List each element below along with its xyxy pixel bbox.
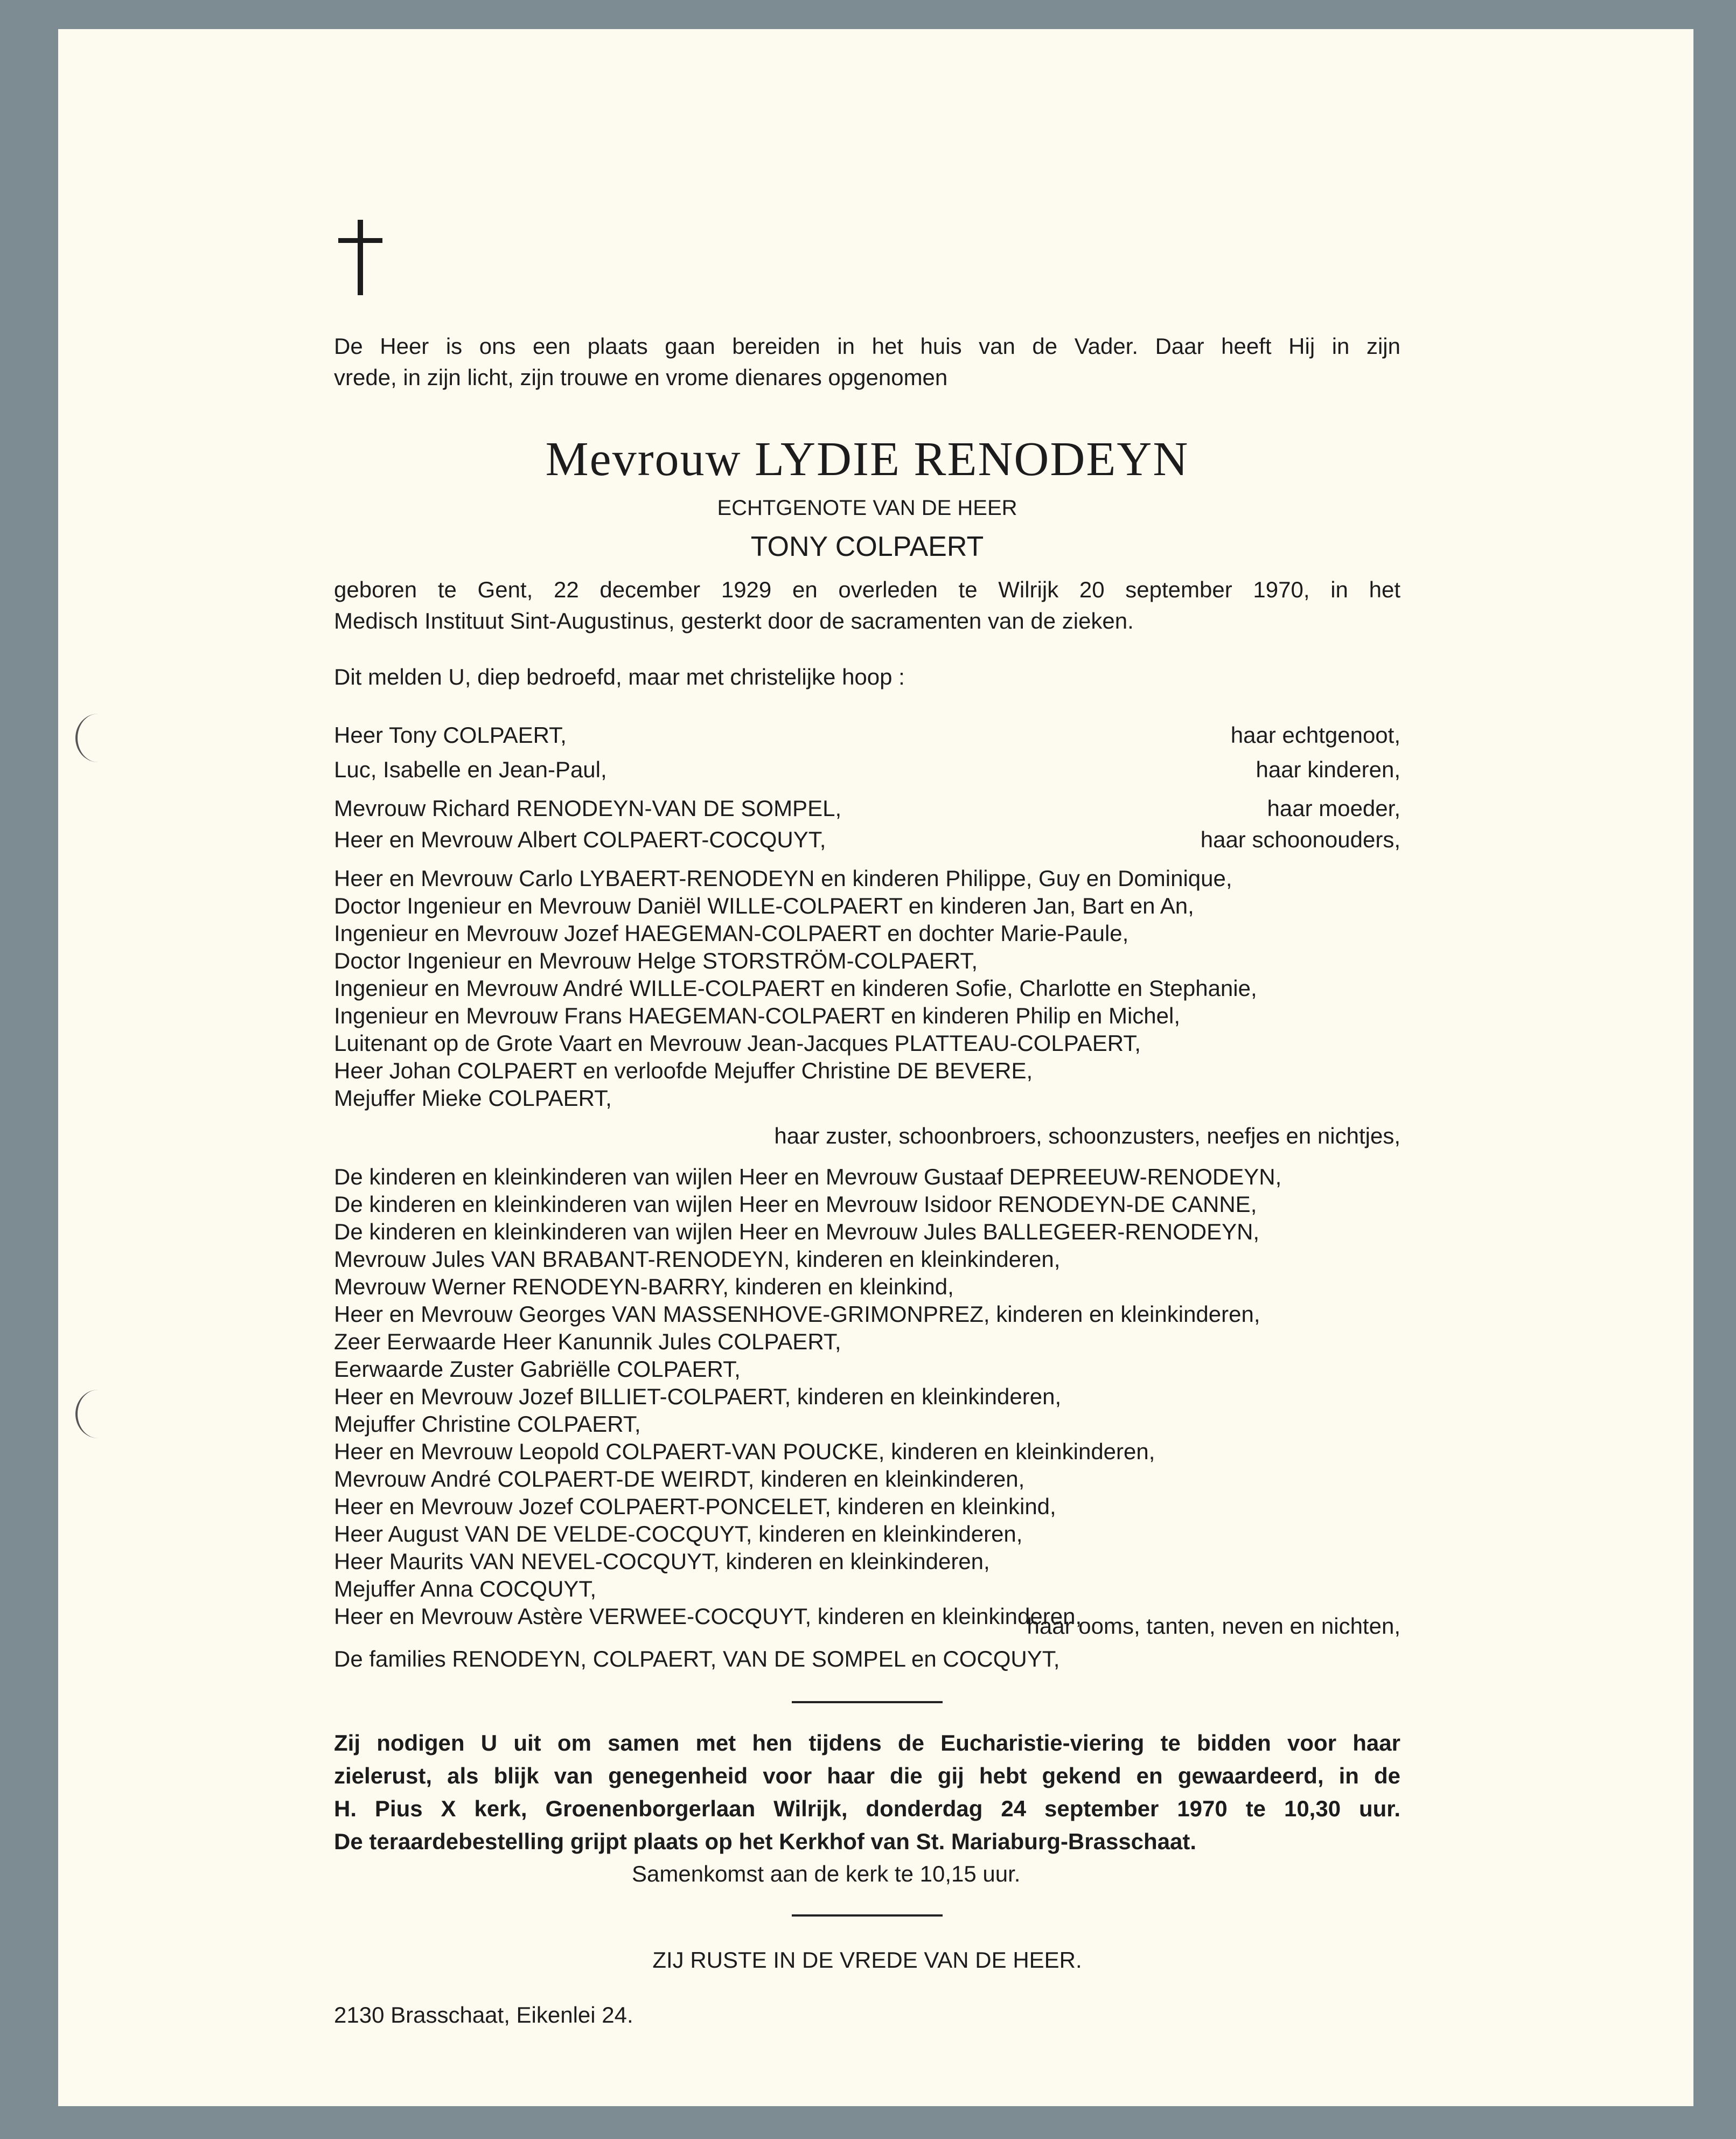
relation-row [334,754,1400,785]
relation-type: haar kinderen, [1256,757,1400,782]
list-item: Heer en Mevrouw Carlo LYBAERT-RENODEYN en kinderen Philippe, Guy en Dominique, [334,866,1232,891]
list-item: Ingenieur en Mevrouw Jozef HAEGEMAN-COLPAERT en dochter Marie-Paule, [334,921,1129,946]
relation-type: haar zuster, schoonbroers, schoonzusters, neefjes en nichtjes, [774,1123,1400,1148]
list-item: Ingenieur en Mevrouw André WILLE-COLPAERT en kinderen Sofie, Charlotte en Stephanie, [334,976,1257,1001]
relatives-list [334,1163,1400,1630]
relation-row [334,824,1400,855]
birth-line: Medisch Instituut Sint-Augustinus, gesterkt door de sacramenten van de zieken. [334,608,1134,633]
deceased-name: Mevrouw LYDIE RENODEYN [545,433,1189,486]
announcement: Dit melden U, diep bedroefd, maar met christelijke hoop : [334,664,905,689]
relation-type: haar schoonouders, [1200,827,1400,852]
list-item: Heer en Mevrouw Jozef BILLIET-COLPAERT, kinderen en kleinkinderen, [334,1384,1062,1409]
spouse-name: TONY COLPAERT [750,531,984,562]
intro-line: vrede, in zijn licht, zijn trouwe en vrome dienares opgenomen [334,365,948,390]
intro-line: De Heer is ons een plaats gaan bereiden in het huis van de Vader. Daar heeft Hij in zijn [334,333,1400,359]
divider [792,1701,943,1703]
relation-name: Mevrouw Richard RENODEYN-VAN DE SOMPEL, [334,796,842,821]
list-item: Heer en Mevrouw Astère VERWEE-COCQUYT, kinderen en kleinkinderen, [334,1604,1082,1629]
list-item: De kinderen en kleinkinderen van wijlen Heer en Mevrouw Gustaaf DEPREEUW-RENODEYN, [334,1164,1282,1189]
invitation-line: zielerust, als blijk van genegenheid voor haar die gij hebt gekend en gewaardeerd, in de [334,1763,1400,1788]
list-item: Heer en Mevrouw Jozef COLPAERT-PONCELET, kinderen en kleinkind, [334,1494,1056,1519]
list-item: Mevrouw Werner RENODEYN-BARRY, kinderen en kleinkind, [334,1274,954,1299]
punch-hole [75,1390,121,1438]
families-line: De families RENODEYN, COLPAERT, VAN DE SOMPEL en COCQUYT, [334,1646,1060,1671]
birth-line: geboren te Gent, 22 december 1929 en overleden te Wilrijk 20 september 1970, in het [334,577,1400,602]
divider [792,1914,943,1917]
relation-type: haar echtgenoot, [1230,722,1400,748]
relation-row [334,793,1400,824]
invitation-line: Zij nodigen U uit om samen met hen tijdens de Eucharistie-viering te bidden voor haar [334,1730,1400,1755]
invitation-line: De teraardebestelling grijpt plaats op het Kerkhof van St. Mariaburg-Brasschaat. [334,1829,1197,1854]
siblings-list [334,865,1400,1112]
list-item: Mejuffer Mieke COLPAERT, [334,1085,612,1111]
list-item: Luitenant op de Grote Vaart en Mevrouw Jean-Jacques PLATTEAU-COLPAERT, [334,1030,1141,1056]
relation-name: Luc, Isabelle en Jean-Paul, [334,757,607,782]
list-item: Zeer Eerwaarde Heer Kanunnik Jules COLPAERT, [334,1329,841,1354]
list-item: Heer Maurits VAN NEVEL-COCQUYT, kinderen en kleinkinderen, [334,1549,990,1574]
relation-row [334,720,1400,751]
relation-type: haar ooms, tanten, neven en nichten, [1027,1613,1400,1639]
list-item: Heer en Mevrouw Georges VAN MASSENHOVE-GRIMONPREZ, kinderen en kleinkinderen, [334,1301,1260,1327]
invitation-line: H. Pius X kerk, Groenenborgerlaan Wilrijk, donderdag 24 september 1970 te 10,30 uur. [334,1796,1400,1821]
cross-icon [334,217,388,297]
list-item: Mejuffer Christine COLPAERT, [334,1411,641,1437]
meeting-time: Samenkomst aan de kerk te 10,15 uur. [632,1861,1021,1886]
list-item: Doctor Ingenieur en Mevrouw Daniël WILLE-COLPAERT en kinderen Jan, Bart en An, [334,893,1194,918]
relation-row [334,1120,1400,1152]
relation-name: Heer Tony COLPAERT, [334,722,567,748]
spouse-label: ECHTGENOTE VAN DE HEER [717,496,1017,520]
list-item: Doctor Ingenieur en Mevrouw Helge STORSTRÖM-COLPAERT, [334,948,978,973]
list-item: Heer en Mevrouw Leopold COLPAERT-VAN POUCKE, kinderen en kleinkinderen, [334,1439,1155,1464]
address: 2130 Brasschaat, Eikenlei 24. [334,2002,633,2027]
list-item: Mevrouw André COLPAERT-DE WEIRDT, kinderen en kleinkinderen, [334,1466,1025,1492]
relation-row [334,1611,1400,1642]
list-item: Mevrouw Jules VAN BRABANT-RENODEYN, kinderen en kleinkinderen, [334,1246,1061,1272]
closing-line: ZIJ RUSTE IN DE VREDE VAN DE HEER. [652,1947,1082,1973]
list-item: Eerwaarde Zuster Gabriëlle COLPAERT, [334,1356,741,1382]
list-item: Ingenieur en Mevrouw Frans HAEGEMAN-COLPAERT en kinderen Philip en Michel, [334,1003,1181,1028]
list-item: Heer Johan COLPAERT en verloofde Mejuffer Christine DE BEVERE, [334,1058,1033,1083]
list-item: Heer August VAN DE VELDE-COCQUYT, kinderen en kleinkinderen, [334,1521,1023,1546]
list-item: Mejuffer Anna COCQUYT, [334,1576,597,1601]
list-item: De kinderen en kleinkinderen van wijlen Heer en Mevrouw Jules BALLEGEER-RENODEYN, [334,1219,1260,1244]
relation-name: Heer en Mevrouw Albert COLPAERT-COCQUYT, [334,827,826,852]
list-item: De kinderen en kleinkinderen van wijlen Heer en Mevrouw Isidoor RENODEYN-DE CANNE, [334,1192,1257,1217]
relation-type: haar moeder, [1267,796,1400,821]
punch-hole [75,714,121,762]
